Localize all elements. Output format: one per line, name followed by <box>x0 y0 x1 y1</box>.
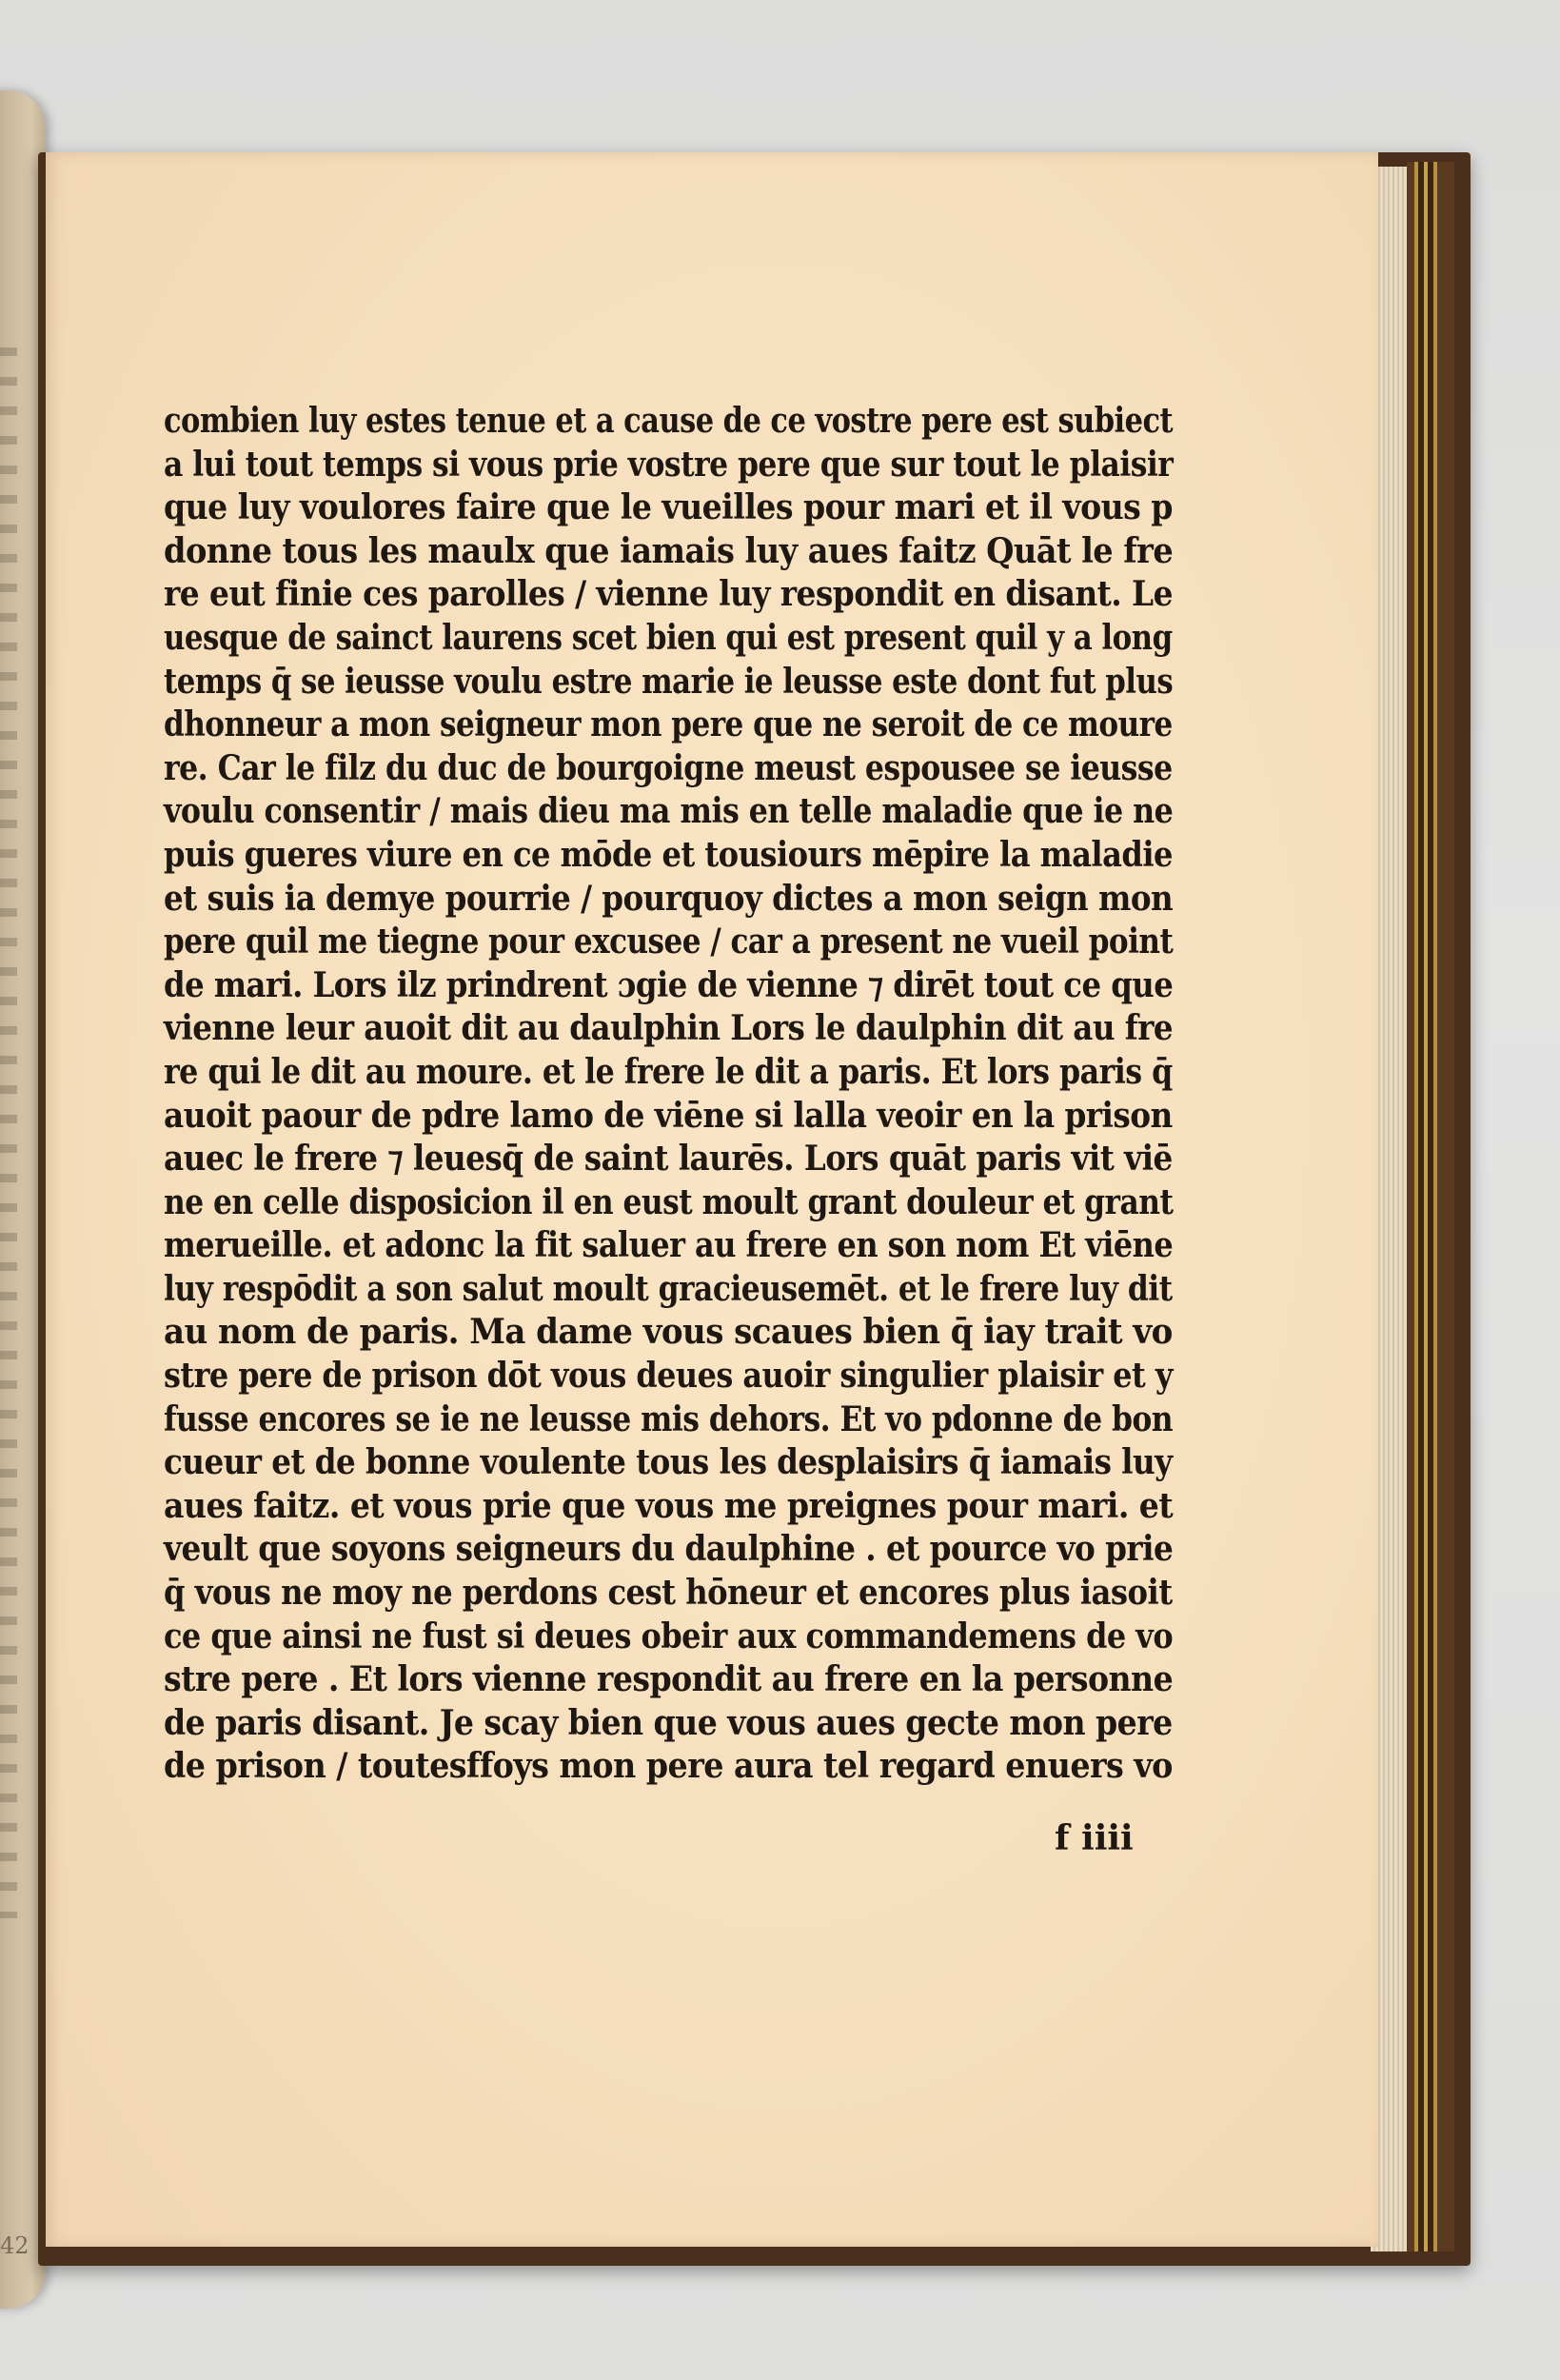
text-line: donne tous les maulx que iamais luy aues faitz Quāt le fre <box>164 530 1174 571</box>
text-line: re qui le dit au moure. et le frere le dit a paris. Et lors paris q̄ <box>164 1051 1173 1092</box>
gilt-edge <box>1407 162 1454 2251</box>
text-line: auec le frere ⁊ leuesq̄ de saint laurēs. Lors quāt paris vit viē <box>164 1139 1173 1180</box>
text-line: de mari. Lors ilz prindrent ɔgie de vienne ⁊ dirēt tout ce que <box>164 964 1174 1005</box>
text-line: voulu consentir / mais dieu ma mis en telle maladie que ie ne <box>164 791 1174 832</box>
text-line: que luy voulores faire que le vueilles pour mari et il vous p <box>164 487 1173 528</box>
text-line: de paris disant. Je scay bien que vous aues gecte mon pere <box>164 1702 1173 1743</box>
text-line: veult que soyons seigneurs du daulphine . et pource vo prie <box>164 1529 1174 1570</box>
text-line: vienne leur auoit dit au daulphin Lors le daulphin dit au fre <box>164 1008 1174 1049</box>
text-line: uesque de sainct laurens scet bien qui est present quil y a long <box>164 617 1173 658</box>
text-line: q̄ vous ne moy ne perdons cest hōneur et encores plus iasoit <box>164 1573 1173 1614</box>
text-line: cueur et de bonne voulente tous les desplaisirs q̄ iamais luy <box>164 1442 1173 1483</box>
signature-mark: f iiii <box>1055 1818 1134 1858</box>
text-line: au nom de paris. Ma dame vous scaues bien q̄ iay trait vo <box>164 1312 1173 1353</box>
text-line: dhonneur a mon seigneur mon pere que ne seroit de ce moure <box>164 704 1173 745</box>
text-line: stre pere de prison dōt vous deues auoir singulier plaisir et y <box>164 1356 1173 1397</box>
text-line: ce que ainsi ne fust si deues obeir aux commandemens de vo <box>164 1616 1174 1656</box>
text-line: de prison / toutesffoys mon pere aura tel regard enuers vo <box>164 1746 1173 1787</box>
text-line: ne en celle disposicion il en eust moult grant douleur et grant <box>164 1181 1174 1222</box>
text-line: et suis ia demye pourrie / pourquoy dictes a mon seign mon <box>164 878 1174 919</box>
text-line: re. Car le filz du duc de bourgoigne meust espousee se ieusse <box>164 747 1173 788</box>
text-line: aues faitz. et vous prie que vous me preignes pour mari. et <box>164 1485 1174 1526</box>
text-line: merueille. et adonc la fit saluer au frere en son nom Et viēne <box>164 1225 1174 1266</box>
text-line: fusse encores se ie ne leusse mis dehors. Et vo pdonne de bon <box>164 1398 1174 1439</box>
text-line: re eut finie ces parolles / vienne luy respondit en disant. Le <box>164 574 1173 615</box>
text-line: combien luy estes tenue et a cause de ce vostre pere est subiect <box>164 401 1174 441</box>
text-line: a lui tout temps si vous prie vostre pere que sur tout le plaisir <box>164 444 1174 485</box>
facing-page-text-bleed <box>0 347 17 1918</box>
text-line: puis gueres viure en ce mōde et tousiours mēpire la maladie <box>164 834 1173 875</box>
text-line: auoit paour de pdre lamo de viēne si lalla veoir en la prison <box>164 1095 1173 1136</box>
text-line: temps q̄ se ieusse voulu estre marie ie leusse este dont fut plus <box>164 661 1174 702</box>
printed-text-block <box>164 400 1173 1789</box>
facing-page-folio: 42 <box>0 2232 30 2259</box>
text-line: stre pere . Et lors vienne respondit au frere en la personne <box>164 1659 1174 1700</box>
text-line: pere quil me tiegne pour excusee / car a present ne vueil point <box>164 922 1174 962</box>
text-line: luy respōdit a son salut moult gracieusemēt. et le frere luy dit <box>164 1268 1173 1309</box>
